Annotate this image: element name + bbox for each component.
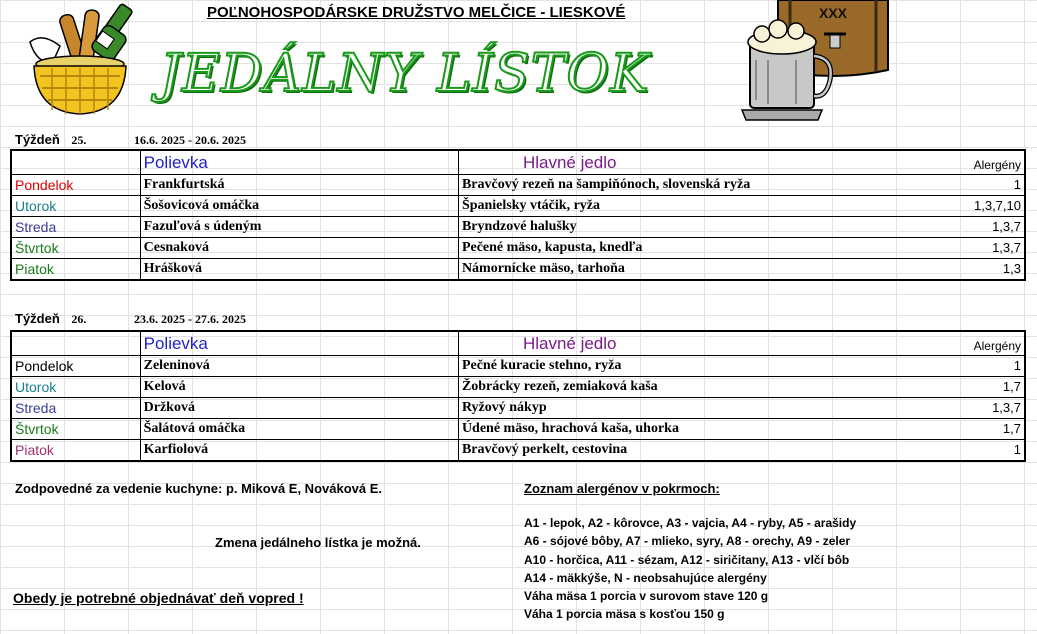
week-dates: 16.6. 2025 - 20.6. 2025: [134, 133, 247, 147]
order-note: Obedy je potrebné objednávať deň vopred !: [13, 590, 304, 606]
header-main: [458, 331, 1025, 356]
header-main: [458, 150, 1025, 175]
soup-name: Frankfurtská: [140, 175, 458, 196]
soup-name: Cesnaková: [140, 238, 458, 259]
page-title: JEDÁLNY LÍSTOK: [160, 44, 650, 104]
main-dish: [458, 440, 1025, 462]
allergen-list-title: Zoznam alergénov v pokrmoch:: [524, 481, 720, 496]
allergen-line: A10 - horčica, A11 - sézam, A12 - siričitany, A13 - vlčí bôb: [524, 552, 850, 567]
header-soup: Polievka: [140, 331, 458, 356]
day-name: Piatok: [11, 440, 140, 462]
table-row: [11, 196, 1025, 217]
main-dish-name: Údené mäso, hrachová kaša, uhorka: [461, 421, 679, 436]
table-row: [11, 356, 1025, 377]
day-name: Utorok: [11, 377, 140, 398]
main-dish: [458, 356, 1025, 377]
header-soup: Polievka: [140, 150, 458, 175]
bread-basket-icon: [22, 2, 142, 120]
allergen-codes: 1,7: [1002, 379, 1021, 394]
allergen-codes: 1: [1013, 177, 1021, 192]
week-label: Týždeň: [15, 311, 60, 326]
soup-name: Fazuľová s údeným: [140, 217, 458, 238]
allergen-line: A6 - sójové bôby, A7 - mlieko, syry, A8 - orechy, A9 - zeler: [524, 534, 851, 549]
menu-table-week-1: [10, 149, 1026, 281]
main-dish: [458, 259, 1025, 281]
header-allergens: Alergény: [973, 158, 1021, 172]
main-dish-name: Žobrácky rezeň, zemiaková kaša: [461, 379, 658, 394]
header-blank: [11, 331, 140, 356]
week-number: 26.: [71, 312, 87, 326]
allergen-codes: 1: [1013, 442, 1021, 457]
allergen-codes: 1,3,7: [992, 400, 1021, 415]
beer-barrel-icon: [738, 0, 890, 122]
allergen-codes: 1,3,7: [992, 219, 1021, 234]
main-dish-name: Bravčový rezeň na šampiňónoch, slovenská ryža: [461, 177, 751, 192]
table-row: [11, 419, 1025, 440]
allergen-codes: 1,3: [1002, 261, 1021, 276]
table-header-row: [11, 150, 1025, 175]
day-name: Streda: [11, 398, 140, 419]
allergen-list: [524, 514, 856, 624]
soup-name: Šošovicová omáčka: [140, 196, 458, 217]
day-name: Pondelok: [11, 356, 140, 377]
table-row: [11, 259, 1025, 281]
table-row: [11, 217, 1025, 238]
soup-name: Karfiolová: [140, 440, 458, 462]
soup-name: Zeleninová: [140, 356, 458, 377]
main-dish: [458, 377, 1025, 398]
day-name: Pondelok: [11, 175, 140, 196]
main-dish: [458, 196, 1025, 217]
day-name: Piatok: [11, 259, 140, 281]
header-allergens: Alergény: [973, 339, 1021, 353]
main-dish: [458, 217, 1025, 238]
table-row: [11, 238, 1025, 259]
main-dish-name: Bryndzové halušky: [461, 219, 577, 234]
organization-name: POĽNOHOSPODÁRSKE DRUŽSTVO MELČICE - LIESKOVÉ: [207, 4, 626, 21]
table-row: [11, 377, 1025, 398]
table-row: [11, 398, 1025, 419]
allergen-line: Váha mäsa 1 porcia v surovom stave 120 g: [524, 589, 769, 604]
soup-name: Šalátová omáčka: [140, 419, 458, 440]
main-dish-name: Španielsky vtáčik, ryža: [461, 198, 601, 213]
day-name: Štvrtok: [11, 419, 140, 440]
allergen-line: A1 - lepok, A2 - kôrovce, A3 - vajcia, A4 - ryby, A5 - arašidy: [524, 516, 857, 530]
header-main-label: Hlavné jedlo: [522, 152, 617, 172]
main-dish: [458, 398, 1025, 419]
soup-name: Kelová: [140, 377, 458, 398]
main-dish-name: Ryžový nákyp: [461, 400, 547, 415]
allergen-line: A14 - mäkkýše, N - neobsahujúce alergény: [524, 570, 767, 585]
table-row: [11, 175, 1025, 196]
day-name: Utorok: [11, 196, 140, 217]
header-blank: [11, 150, 140, 175]
week-label: Týždeň: [15, 132, 60, 147]
main-dish-name: Námornícke mäso, tarhoňa: [461, 261, 625, 276]
kitchen-responsible-note: Zodpovedné za vedenie kuchyne: p. Miková E, Nováková E.: [15, 481, 382, 496]
main-dish: [458, 238, 1025, 259]
allergen-codes: 1: [1013, 358, 1021, 373]
week-dates: 23.6. 2025 - 27.6. 2025: [134, 312, 247, 326]
day-name: Streda: [11, 217, 140, 238]
main-dish-name: Bravčový perkelt, cestovina: [461, 442, 628, 457]
week-number: 25.: [71, 133, 87, 147]
menu-table-week-2: [10, 330, 1026, 462]
day-name: Štvrtok: [11, 238, 140, 259]
allergen-codes: 1,7: [1002, 421, 1021, 436]
allergen-codes: 1,3,7,10: [974, 198, 1021, 213]
allergen-codes: 1,3,7: [992, 240, 1021, 255]
main-dish-name: Pečné kuracie stehno, ryža: [461, 358, 622, 373]
main-dish: [458, 419, 1025, 440]
soup-name: Držková: [140, 398, 458, 419]
table-header-row: [11, 331, 1025, 356]
menu-change-note: Zmena jedálneho lístka je možná.: [215, 535, 421, 550]
week-header-1: [15, 132, 246, 148]
main-dish: [458, 175, 1025, 196]
main-dish-name: Pečené mäso, kapusta, knedľa: [461, 240, 643, 255]
barrel-mark: XXX: [818, 5, 848, 21]
allergen-line: Váha 1 porcia mäsa s kosťou 150 g: [524, 607, 725, 622]
table-row: [11, 440, 1025, 462]
soup-name: Hrášková: [140, 259, 458, 281]
week-header-2: [15, 311, 246, 327]
header-main-label: Hlavné jedlo: [522, 333, 617, 353]
